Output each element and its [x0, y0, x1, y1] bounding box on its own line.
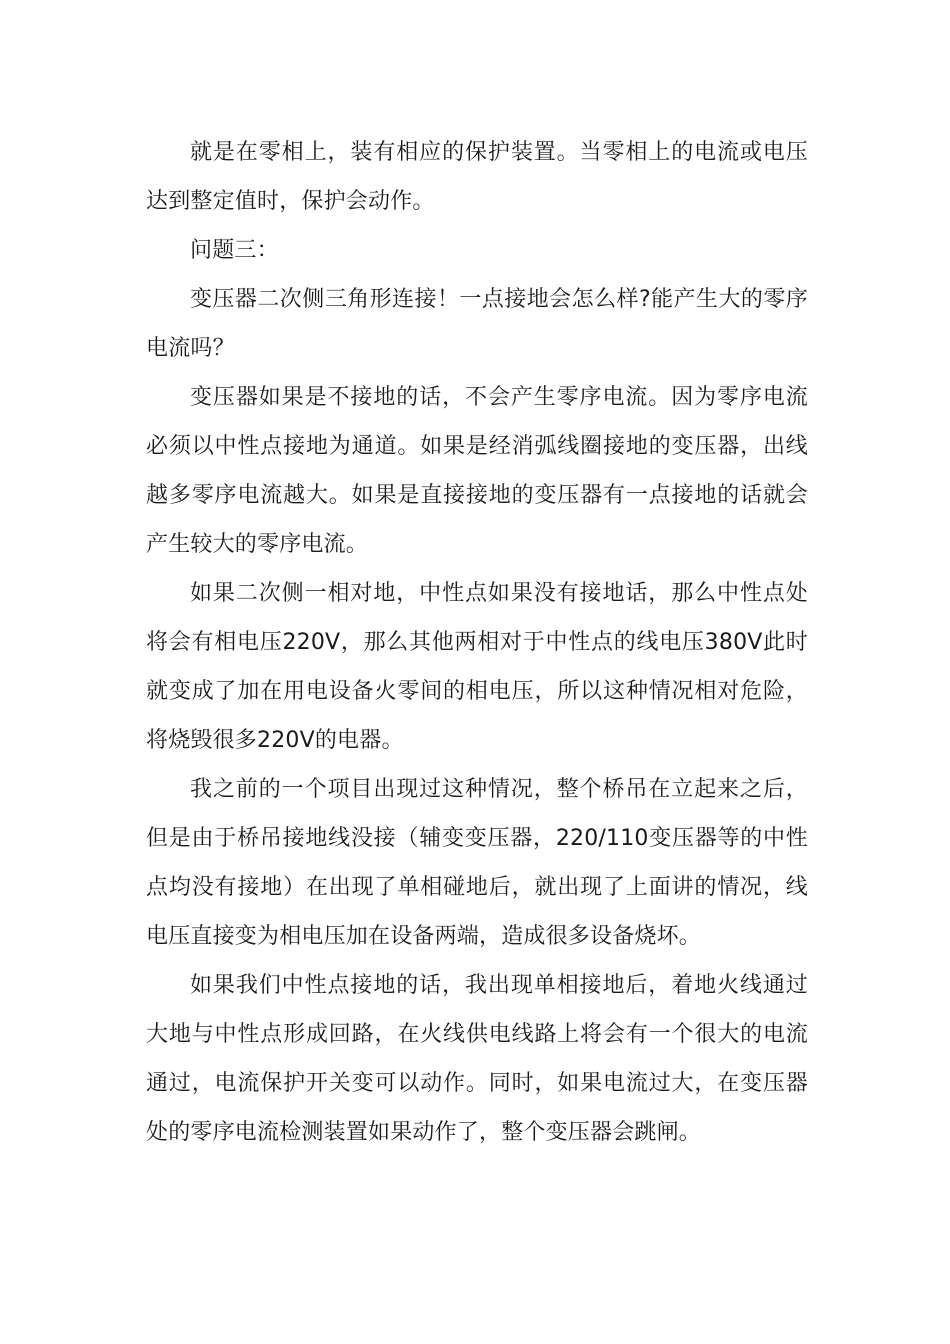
paragraph-3-question: 变压器二次侧三角形连接！一点接地会怎么样?能产生大的零序电流吗？ [146, 287, 808, 361]
paragraph-6: 我之前的一个项目出现过这种情况，整个桥吊在立起来之后，但是由于桥吊接地线没接（辅变变压器，220/110变压器等的中性点均没有接地）在出现了单相碰地后，就出现了上面讲的情况，线电压直接变为相电压加在设备两端，造成很多设备烧坏。 [146, 777, 808, 949]
paragraph-4: 变压器如果是不接地的话，不会产生零序电流。因为零序电流必须以中性点接地为通道。如果是经消弧线圈接地的变压器，出线越多零序电流越大。如果是直接接地的变压器有一点接地的话就会产生较大的零序电流。 [146, 385, 808, 557]
document-body [146, 128, 808, 1157]
paragraph-2-heading: 问题三： [190, 238, 279, 263]
paragraph-7: 如果我们中性点接地的话，我出现单相接地后，着地火线通过大地与中性点形成回路，在火线供电线路上将会有一个很大的电流通过，电流保护开关变可以动作。同时，如果电流过大，在变压器处的零序电流检测装置如果动作了，整个变压器会跳闸。 [146, 973, 808, 1145]
paragraph-5: 如果二次侧一相对地，中性点如果没有接地话，那么中性点处将会有相电压220V，那么其他两相对于中性点的线电压380V此时就变成了加在用电设备火零间的相电压，所以这种情况相对危险，将烧毁很多220V的电器。 [146, 581, 808, 753]
paragraph-1: 就是在零相上，装有相应的保护装置。当零相上的电流或电压达到整定值时，保护会动作。 [146, 140, 808, 214]
